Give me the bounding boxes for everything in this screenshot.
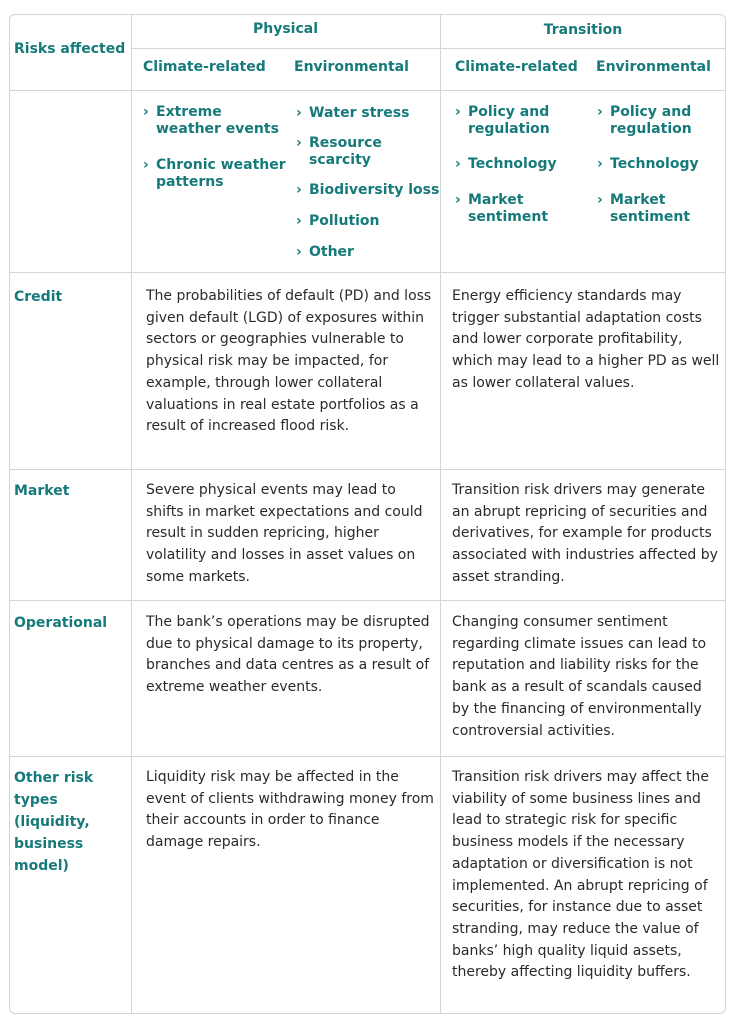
header-transition-climate: Climate-related [455,59,578,75]
driver-item: › Policy and regulation [455,104,550,137]
column-divider [440,15,441,1013]
header-divider [131,48,725,49]
operational-transition-text: Changing consumer sentiment regarding climate issues can lead to reputation and liability risks for the bank as a result of scandals caused by the financing of environmentally controversial activities. [452,614,707,739]
credit-transition-text: Energy efficiency standards may trigger substantial adaptation costs and lower corporate profitability, which may lead to a higher PD as well as lower collateral values. [452,288,720,391]
chevron-right-icon: › [296,105,302,121]
row-label-operational: Operational [14,615,108,631]
chevron-right-icon: › [597,156,603,172]
row-divider [10,469,725,470]
chevron-right-icon: › [455,104,461,120]
credit-physical-text: The probabilities of default (PD) and loss given default (LGD) of exposures within sectors or geographies vulnerable to physical risk may be impacted, for example, through lower collateral valuations in real estate portfolios as a result of increased flood risk. [146,288,432,435]
physical-env-drivers [296,105,440,261]
driver-item: › Other [296,244,354,260]
driver-item: › Policy and regulation [597,104,692,137]
market-transition-text: Transition risk drivers may generate an abrupt repricing of securities and derivatives, for example for products associated with industries affected by asset stranding. [452,482,718,585]
other-transition-text: Transition risk drivers may affect the viability of some business lines and lead to strategic risk for specific business models if the necessary adaptation or diversification is not implemented. An abrupt repricing of securities, for instance due to asset stranding, may reduce the value of banks’ high quality liquid assets, thereby affecting liquidity buffers. [452,769,709,981]
chevron-right-icon: › [455,156,461,172]
chevron-right-icon: › [455,192,461,208]
driver-item: › Market sentiment [597,192,691,225]
row-label-credit: Credit [14,289,63,305]
row-divider [10,600,725,601]
chevron-right-icon: › [597,192,603,208]
header-physical: Physical [252,21,319,37]
chevron-right-icon: › [143,104,149,120]
driver-item: › Pollution [296,213,380,229]
driver-item: › Resource scarcity [296,135,382,168]
row-label-market: Market [14,483,70,499]
chevron-right-icon: › [296,135,302,151]
driver-item: › Biodiversity loss [296,182,440,198]
header-transition-environmental: Environmental [596,59,711,75]
header-transition: Transition [543,22,623,38]
driver-item: › Technology [455,156,557,172]
driver-item: › Market sentiment [455,192,549,225]
row-label-other-risk-types: Other risk types (liquidity, business model) [14,770,94,874]
driver-item: › Technology [597,156,699,172]
transition-env-drivers [597,104,722,226]
row-divider [10,756,725,757]
row-divider [10,90,725,91]
chevron-right-icon: › [296,182,302,198]
header-risks-affected: Risks affected [14,41,126,57]
driver-item: › Chronic weather patterns [143,157,286,190]
column-divider [131,15,132,1013]
chevron-right-icon: › [296,213,302,229]
header-physical-environmental: Environmental [294,59,409,75]
physical-climate-drivers [143,104,289,191]
row-divider [10,272,725,273]
market-physical-text: Severe physical events may lead to shifts in market expectations and could result in sudden repricing, higher volatility and losses in asset values on some markets. [146,482,423,585]
chevron-right-icon: › [296,244,302,260]
header-physical-climate: Climate-related [143,59,266,75]
driver-item: › Extreme weather events [143,104,279,137]
other-physical-text: Liquidity risk may be affected in the event of clients withdrawing money from their accounts in order to finance damage repairs. [146,769,434,851]
chevron-right-icon: › [597,104,603,120]
chevron-right-icon: › [143,157,149,173]
operational-physical-text: The bank’s operations may be disrupted due to physical damage to its property, branches and data centres as a result of extreme weather events. [146,614,430,696]
transition-climate-drivers [455,104,585,226]
driver-item: › Water stress [296,105,410,121]
